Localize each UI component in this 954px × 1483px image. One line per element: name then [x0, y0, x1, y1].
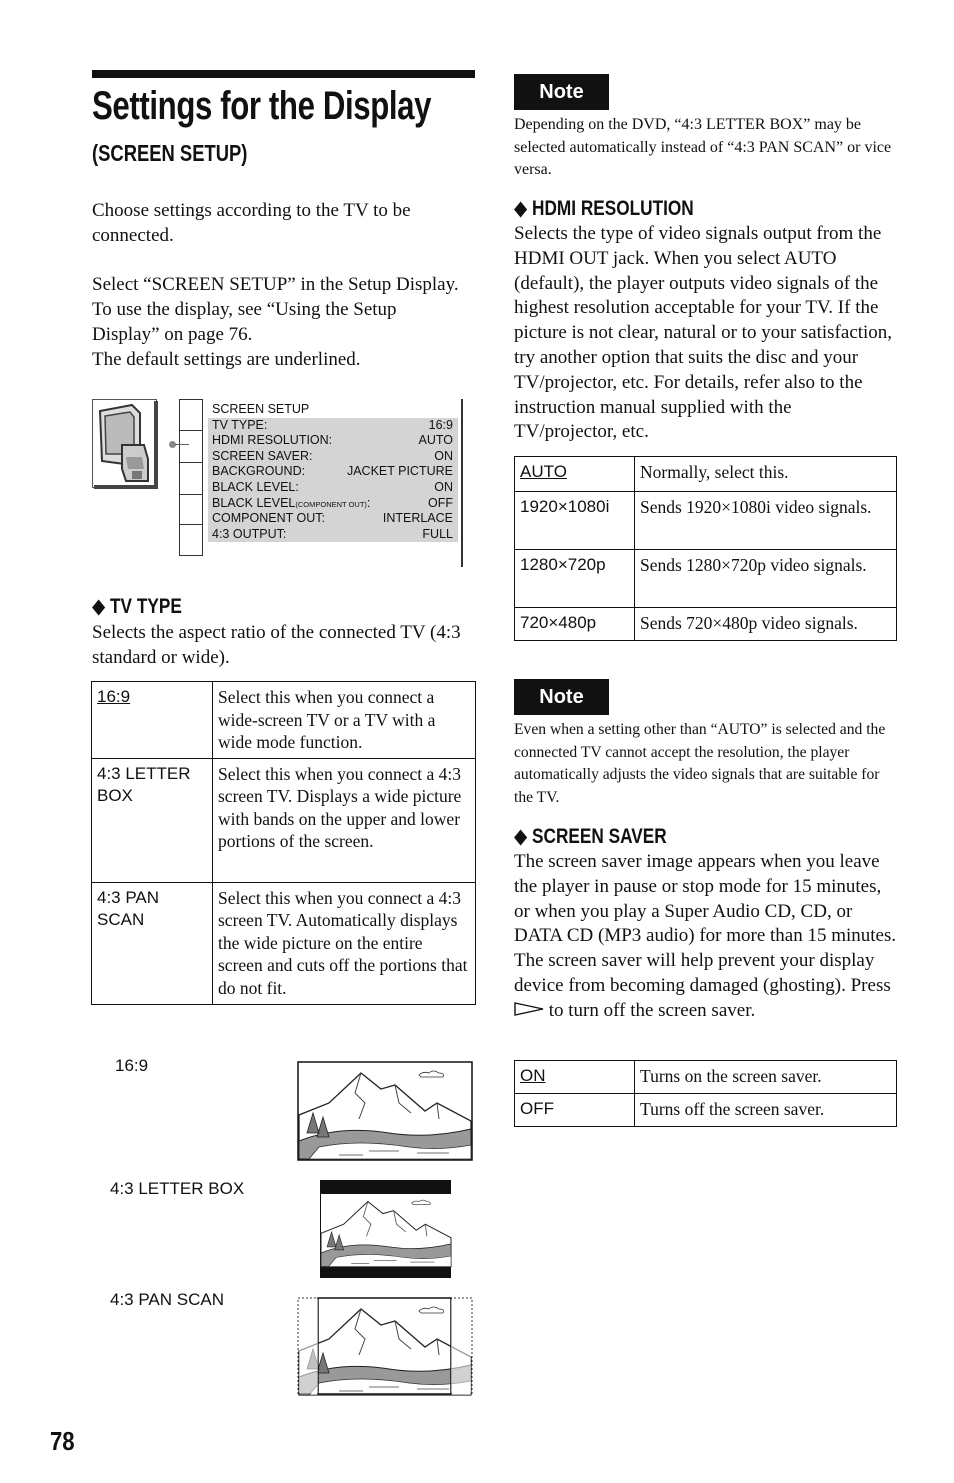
- note-badge: Note: [514, 679, 609, 715]
- diamond-bullet-icon: ◆: [92, 595, 106, 618]
- menu-row-black-level: BLACK LEVEL: ON: [212, 479, 453, 494]
- screen-saver-description: The screen saver image appears when you leave the player in pause or stop mode for 15 minutes, or when you play a Super Audio CD, CD, or DATA CD (MP3 audio) for more than 15 minutes. The screen saver will help prevent your display device from becoming damaged (ghosting). Press to turn off the screen saver.: [514, 851, 897, 1021]
- menu-row-tv-type: TV TYPE: 16:9: [212, 417, 453, 432]
- intro-instructions: Select “SCREEN SETUP” in the Setup Display. To use the display, see “Using the Setup Display” on page 76.: [92, 274, 459, 345]
- table-row: AUTO Normally, select this.: [515, 457, 897, 492]
- screen-saver-heading: ◆ SCREEN SAVER: [514, 825, 667, 848]
- note-text: Depending on the DVD, “4:3 LETTER BOX” may be selected automatically instead of “4:3 PAN SCAN” or vice versa.: [514, 116, 892, 179]
- figure-label-panscan: 4:3 PAN SCAN: [110, 1290, 225, 1309]
- hdmi-resolution-description: Selects the type of video signals output from the HDMI OUT jack. When you select AUTO (default), the player outputs video signals of the highest resolution acceptable for your TV. If the picture is not clear, natural or to your satisfaction, try another option that suits the disc and your TV/projector, etc. For details, refer also to the instruction manual supplied with the TV/projector, etc.: [514, 223, 893, 443]
- tv-type-description: Selects the aspect ratio of the connected TV (4:3 standard or wide).: [92, 622, 461, 668]
- hdmi-resolution-heading: ◆ HDMI RESOLUTION: [514, 197, 694, 220]
- menu-row-43-output: 4:3 OUTPUT: FULL: [212, 526, 453, 541]
- diamond-bullet-icon: ◆: [514, 825, 528, 848]
- figure-label-letterbox: 4:3 LETTER BOX: [110, 1179, 245, 1198]
- menu-row-background: BACKGROUND: JACKET PICTURE: [212, 464, 453, 479]
- screen-saver-table: [514, 1060, 897, 1127]
- tv-type-heading: ◆ TV TYPE: [92, 595, 182, 618]
- menu-title: SCREEN SETUP: [212, 402, 310, 416]
- diamond-bullet-icon: ◆: [514, 197, 528, 220]
- table-row: 4:3 PAN SCAN Select this when you connect a 4:3 screen TV. Automatically displays the wide picture on the entire screen and cuts off the portions that do not fit.: [92, 882, 476, 1004]
- menu-row-screen-saver: SCREEN SAVER: ON: [212, 448, 453, 463]
- intro-text: Choose settings according to the TV to be connected.: [92, 200, 411, 246]
- page-subtitle: (SCREEN SETUP): [92, 140, 248, 166]
- page-title: Settings for the Display: [92, 84, 432, 128]
- menu-row-component-out: COMPONENT OUT: INTERLACE: [212, 511, 453, 526]
- hdmi-resolution-table: [514, 456, 897, 641]
- stop-return-icon: [514, 1002, 544, 1016]
- page-number: 78: [50, 1426, 75, 1456]
- table-row: 1920×1080i Sends 1920×1080i video signals.: [515, 492, 897, 550]
- default-note: The default settings are underlined.: [92, 349, 361, 370]
- table-row: 720×480p Sends 720×480p video signals.: [515, 608, 897, 641]
- note-badge: Note: [514, 74, 609, 110]
- table-row: 4:3 LETTER BOX Select this when you connect a 4:3 screen TV. Displays a wide picture with bands on the upper and lower portions of the screen.: [92, 758, 476, 882]
- note-text: Even when a setting other than “AUTO” is selected and the connected TV cannot accept the resolution, the player automatically adjusts the video signals that are suitable for the TV.: [514, 721, 886, 806]
- table-row: ON Turns on the screen saver.: [515, 1061, 897, 1094]
- figure-label-169: 16:9: [115, 1056, 149, 1075]
- menu-row-black-level-component: BLACK LEVEL(COMPONENT OUT): OFF: [212, 495, 453, 510]
- table-row: OFF Turns off the screen saver.: [515, 1094, 897, 1127]
- table-row: 16:9 Select this when you connect a wide-screen TV or a TV with a wide mode function.: [92, 682, 476, 759]
- menu-row-hdmi-resolution: HDMI RESOLUTION: AUTO: [212, 433, 453, 448]
- table-row: 1280×720p Sends 1280×720p video signals.: [515, 550, 897, 608]
